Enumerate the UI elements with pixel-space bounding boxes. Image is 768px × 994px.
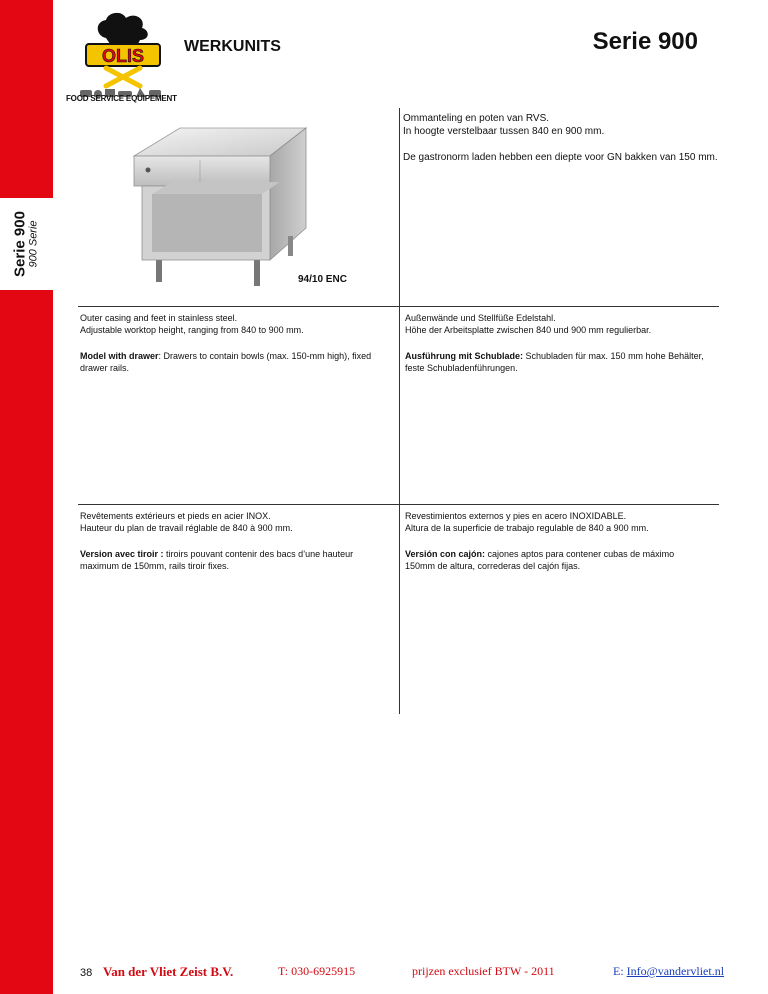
spanish-description	[405, 510, 705, 586]
fr-line-1: Revêtements extérieurs et pieds en acier INOX.	[80, 511, 271, 521]
en-model-label: Model with drawer	[80, 351, 159, 361]
en-line-1: Outer casing and feet in stainless steel.	[80, 313, 238, 323]
footer-prices: prijzen exclusief BTW - 2011	[412, 964, 555, 978]
product-model-code: 94/10 ENC	[298, 274, 347, 285]
en-line-2: Adjustable worktop height, ranging from 840 to 900 mm.	[80, 325, 304, 335]
fr-model-text: tiroirs pouvant contenir des bacs d’une hauteur maximum de 150mm, rails tiroir fixes.	[80, 549, 354, 571]
footer-phone: T: 030-6925915	[278, 964, 356, 978]
de-model-text: Schubladen für max. 150 mm hohe Behälter, feste Schubladenführungen.	[405, 351, 704, 373]
logo-tagline: FOOD SERVICE EQUIPEMENT	[66, 94, 177, 103]
row-divider-middle	[78, 504, 719, 505]
side-tab-main: Serie 900	[11, 211, 29, 277]
es-line-2: Altura de la superficie de trabajo regulable de 840 a 900 mm.	[405, 523, 649, 533]
dutch-line-2: In hoogte verstelbaar tussen 840 en 900 mm.	[403, 126, 605, 137]
en-model-text: : Drawers to contain bowls (max. 150-mm high), fixed drawer rails.	[80, 351, 372, 373]
fr-line-2: Hauteur du plan de travail réglable de 840 à 900 mm.	[80, 523, 293, 533]
de-line-1: Außenwände und Stellfüße Edelstahl.	[405, 313, 556, 323]
row-divider-top	[78, 306, 719, 307]
section-title: WERKUNITS	[184, 38, 281, 55]
side-tab-sub: 900 Serie	[27, 220, 40, 268]
page-number: 38	[80, 967, 93, 979]
product-image-worktop-unit	[120, 120, 320, 300]
dutch-line-1: Ommanteling en poten van RVS.	[403, 113, 550, 124]
de-model-label: Ausführung mit Schublade:	[405, 351, 523, 361]
series-title: Serie 900	[592, 28, 698, 55]
fr-model-label: Version avec tiroir :	[80, 549, 164, 559]
footer-email	[613, 964, 724, 979]
de-line-2: Höhe der Arbeitsplatte zwischen 840 und 900 mm regulierbar.	[405, 325, 652, 335]
footer-company: Van der Vliet Zeist B.V.	[103, 964, 234, 979]
es-model-label: Versión con cajón:	[405, 549, 486, 559]
french-description	[80, 510, 380, 586]
red-side-bar	[0, 0, 53, 994]
logo-brand-text: OLIS	[101, 46, 145, 66]
footer-email-label: E:	[613, 964, 627, 978]
dutch-line-3: De gastronorm laden hebben een diepte voor GN bakken van 150 mm.	[403, 152, 718, 163]
es-line-1: Revestimientos externos y pies en acero INOXIDABLE.	[405, 511, 627, 521]
german-description	[405, 312, 705, 388]
es-model-text: cajones aptos para contener cubas de máximo 150mm de altura, correderas del cajón fijas.	[405, 549, 675, 571]
side-tab-label	[13, 211, 40, 277]
column-divider	[399, 108, 400, 714]
english-description	[80, 312, 380, 388]
footer-email-link[interactable]: Info@vandervliet.nl	[626, 964, 725, 978]
